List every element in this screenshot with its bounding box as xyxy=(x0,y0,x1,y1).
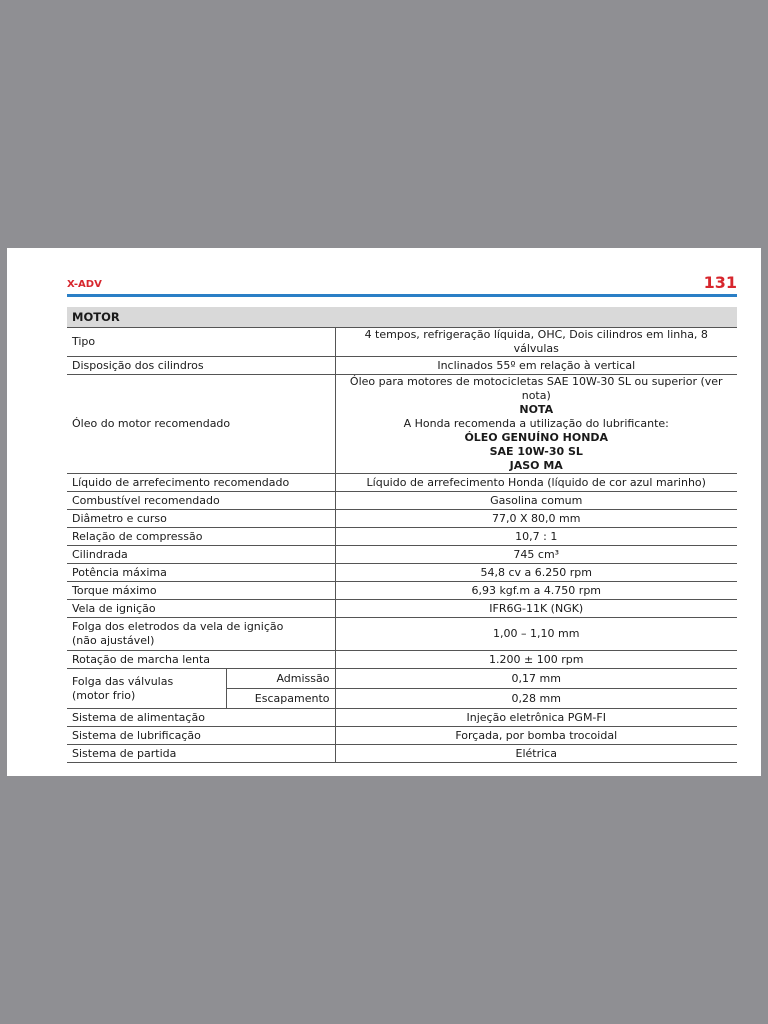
spec-value: 745 cm³ xyxy=(335,546,737,564)
spec-label: Combustível recomendado xyxy=(67,492,335,510)
spec-label: Vela de ignição xyxy=(67,600,335,618)
spec-label: Torque máximo xyxy=(67,582,335,600)
oil-grade: SAE 10W-30 SL xyxy=(489,445,583,458)
engine-spec-table xyxy=(67,307,737,763)
header-rule xyxy=(67,294,737,297)
spec-label: Relação de compressão xyxy=(67,528,335,546)
spec-label: Disposição dos cilindros xyxy=(67,357,335,375)
valve-clearance-label xyxy=(67,669,226,709)
intake-value: 0,17 mm xyxy=(335,669,737,689)
spec-value: IFR6G-11K (NGK) xyxy=(335,600,737,618)
manual-page xyxy=(7,248,761,776)
model-name: X-ADV xyxy=(67,279,102,290)
table-row xyxy=(67,492,737,510)
spec-value: Forçada, por bomba trocoidal xyxy=(335,727,737,745)
spec-value: 4 tempos, refrigeração líquida, OHC, Dois cilindros em linha, 8 válvulas xyxy=(335,328,737,357)
spec-value: Elétrica xyxy=(335,745,737,763)
table-row xyxy=(67,582,737,600)
spec-label: Diâmetro e curso xyxy=(67,510,335,528)
table-row xyxy=(67,618,737,651)
spec-value: Gasolina comum xyxy=(335,492,737,510)
valve-intake-row xyxy=(67,669,737,689)
spec-label xyxy=(67,618,335,651)
spec-label-line: Folga das válvulas xyxy=(72,674,174,688)
table-row xyxy=(67,727,737,745)
oil-brand: ÓLEO GENUÍNO HONDA xyxy=(464,431,609,444)
spec-label: Sistema de lubrificação xyxy=(67,727,335,745)
spec-label-line: Folga dos eletrodos da vela de ignição xyxy=(72,620,284,633)
table-row xyxy=(67,651,737,669)
spec-label: Líquido de arrefecimento recomendado xyxy=(67,474,335,492)
spec-value: Injeção eletrônica PGM-FI xyxy=(335,709,737,727)
spec-label: Óleo do motor recomendado xyxy=(67,375,335,474)
spec-value: 10,7 : 1 xyxy=(335,528,737,546)
table-row xyxy=(67,745,737,763)
table-row xyxy=(67,474,737,492)
exhaust-label: Escapamento xyxy=(226,689,335,709)
intake-label: Admissão xyxy=(226,669,335,689)
spec-label-line: (não ajustável) xyxy=(72,634,155,647)
spec-value: Inclinados 55º em relação à vertical xyxy=(335,357,737,375)
oil-recommendation: Óleo para motores de motocicletas SAE 10W-30 SL ou superior (ver nota) xyxy=(349,375,723,402)
spec-label: Rotação de marcha lenta xyxy=(67,651,335,669)
spec-value: 6,93 kgf.m a 4.750 rpm xyxy=(335,582,737,600)
table-row xyxy=(67,510,737,528)
table-row xyxy=(67,528,737,546)
spec-value: 77,0 X 80,0 mm xyxy=(335,510,737,528)
spec-label: Sistema de partida xyxy=(67,745,335,763)
exhaust-value: 0,28 mm xyxy=(335,689,737,709)
section-title: MOTOR xyxy=(67,307,737,328)
spec-label: Potência máxima xyxy=(67,564,335,582)
table-row xyxy=(67,357,737,375)
section-header-row xyxy=(67,307,737,328)
spec-value: 54,8 cv a 6.250 rpm xyxy=(335,564,737,582)
spec-label: Sistema de alimentação xyxy=(67,709,335,727)
oil-spec: JASO MA xyxy=(509,459,563,472)
spec-label: Tipo xyxy=(67,328,335,357)
note-text: A Honda recomenda a utilização do lubrificante: xyxy=(403,417,669,430)
spec-value: 1.200 ± 100 rpm xyxy=(335,651,737,669)
page-number: 131 xyxy=(703,273,737,292)
oil-row xyxy=(67,375,737,474)
table-row xyxy=(67,564,737,582)
spec-value: Líquido de arrefecimento Honda (líquido de cor azul marinho) xyxy=(335,474,737,492)
table-row xyxy=(67,328,737,357)
spec-label: Cilindrada xyxy=(67,546,335,564)
table-row xyxy=(67,709,737,727)
table-row xyxy=(67,600,737,618)
spec-label-line: (motor frio) xyxy=(72,688,136,702)
note-title: NOTA xyxy=(519,403,554,416)
spec-value: 1,00 – 1,10 mm xyxy=(335,618,737,651)
table-row xyxy=(67,546,737,564)
oil-value-cell xyxy=(335,375,737,474)
